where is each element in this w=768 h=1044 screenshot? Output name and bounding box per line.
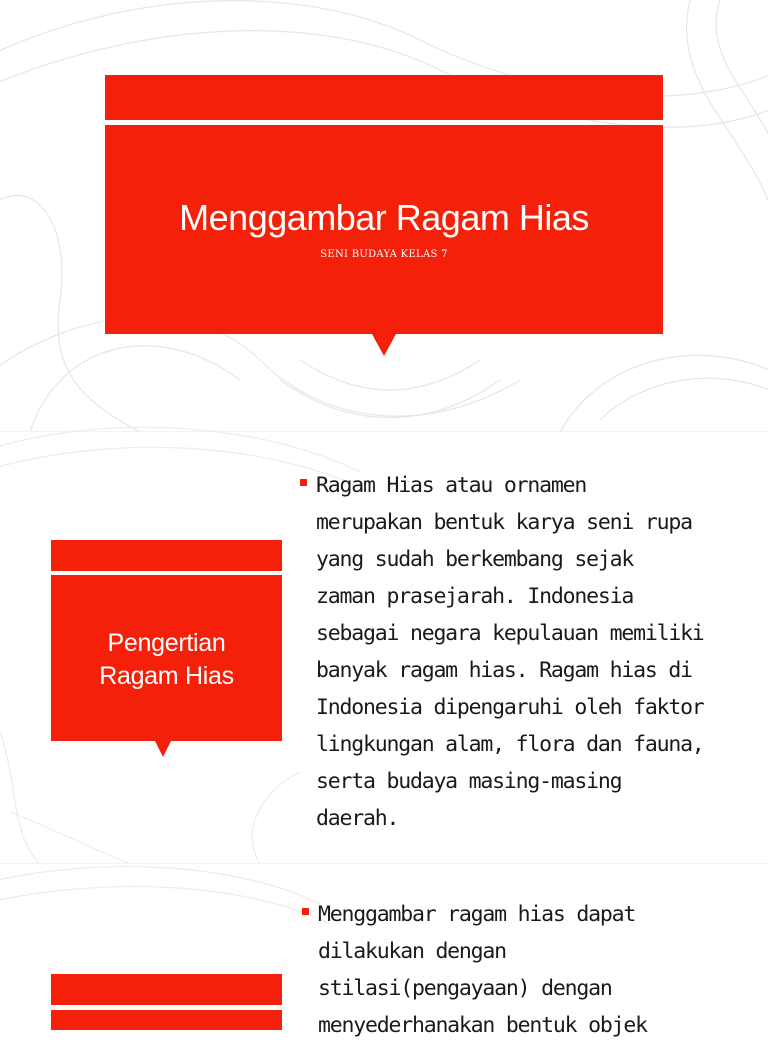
section-pointer (155, 741, 171, 757)
section-title-line2: Ragam Hias (99, 662, 234, 690)
slide-title: Menggambar Ragam Hias (179, 197, 589, 238)
section-title-box (51, 1010, 282, 1030)
section-title-box (51, 575, 282, 741)
slide-subtitle: SENI BUDAYA KELAS 7 (320, 249, 448, 260)
section-title-line1: Pengertian (107, 629, 226, 657)
drawing-slide (0, 864, 768, 1038)
title-pointer (372, 334, 396, 356)
section-title (51, 627, 282, 693)
drawing-bullet (302, 896, 752, 1044)
definition-bullet (300, 467, 750, 837)
section-accent-bar (51, 540, 282, 571)
title-accent-bar (105, 75, 663, 120)
section-accent-bar (51, 974, 282, 1005)
bullet-marker-icon (300, 479, 307, 486)
title-slide (0, 0, 768, 432)
title-box (105, 125, 663, 334)
definition-slide (0, 432, 768, 864)
definition-text: Ragam Hias atau ornamen merupakan bentuk karya seni rupa yang sudah berkembang sejak zaman prasejarah. Indonesia sebagai negara kepulauan memiliki banyak ragam hias. Ragam hias di Indonesia dipengaruhi oleh faktor lingkungan alam, flora dan fauna, serta budaya masing-masing daerah. (316, 473, 704, 831)
drawing-text: Menggambar ragam hias dapat dilakukan dengan stilasi(pengayaan) dengan menyederhanakan bentuk objek (318, 902, 647, 1038)
bullet-marker-icon (302, 908, 309, 915)
